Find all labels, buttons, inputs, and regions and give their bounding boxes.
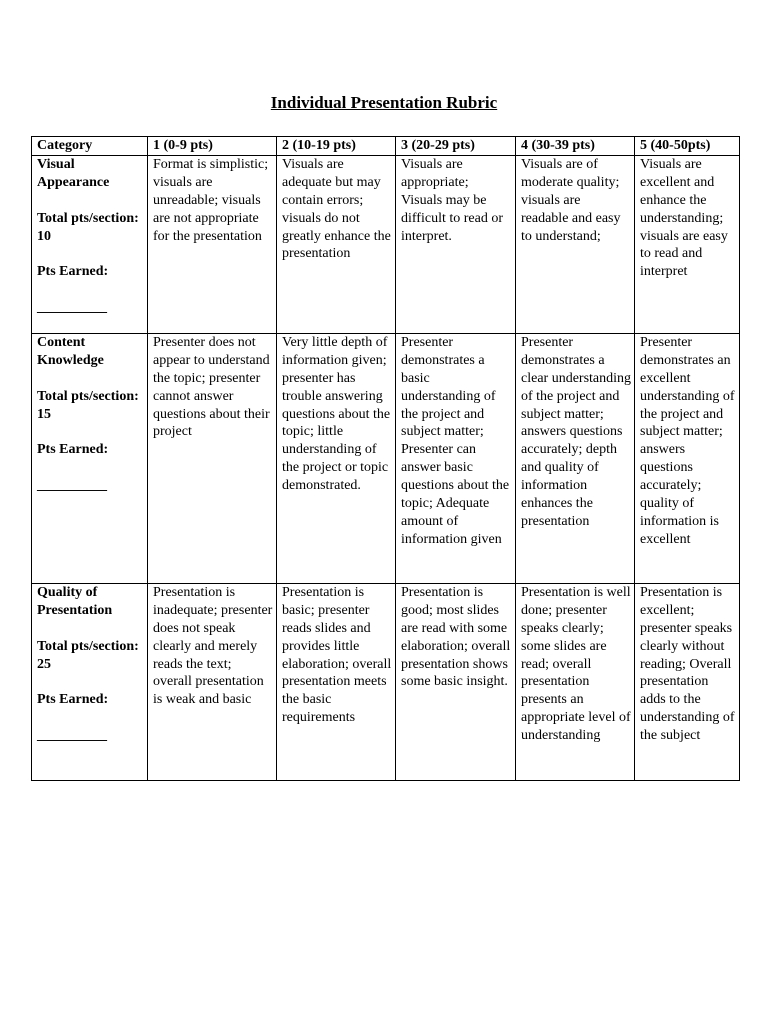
category-total: Total pts/section: 25 (37, 638, 139, 672)
rubric-cell-level-1: Format is simplistic; visuals are unreadable; visuals are not appropriate for the presentation (148, 155, 277, 333)
header-level-5: 5 (40-50pts) (635, 137, 740, 156)
header-level-1: 1 (0-9 pts) (148, 137, 277, 156)
table-row (32, 155, 740, 333)
category-cell (32, 583, 148, 780)
header-category: Category (32, 137, 148, 156)
header-level-4: 4 (30-39 pts) (516, 137, 635, 156)
rubric-cell-level-2: Visuals are adequate but may contain errors; visuals do not greatly enhance the presentation (277, 155, 396, 333)
points-earned-label: Pts Earned: (37, 442, 109, 458)
header-row (32, 137, 740, 156)
rubric-cell-level-4: Presenter demonstrates a clear understanding of the project and subject matter; answers questions accurately; depth and quality of information enhances the presentation (516, 333, 635, 583)
rubric-cell-level-1: Presentation is inadequate; presenter does not speak clearly and merely reads the text; overall presentation is weak and basic (148, 583, 277, 780)
points-earned-blank: __________ (37, 300, 107, 316)
category-name: Visual Appearance (37, 156, 110, 190)
rubric-cell-level-2: Presentation is basic; presenter reads slides and provides little elaboration; overall presentation meets the basic requirements (277, 583, 396, 780)
points-earned-blank: __________ (37, 478, 107, 494)
category-total: Total pts/section: 15 (37, 388, 139, 422)
rubric-cell-level-3: Presenter demonstrates a basic understanding of the project and subject matter; Presenter can answer basic questions about the topic; Adequate amount of information given (396, 333, 516, 583)
rubric-cell-level-3: Visuals are appropriate; Visuals may be difficult to read or interpret. (396, 155, 516, 333)
points-earned-blank: __________ (37, 728, 107, 744)
rubric-cell-level-4: Visuals are of moderate quality; visuals are readable and easy to understand; (516, 155, 635, 333)
rubric-cell-level-5: Presentation is excellent; presenter speaks clearly without reading; Overall presentation adds to the understanding of the subject (635, 583, 740, 780)
table-row (32, 333, 740, 583)
rubric-cell-level-2: Very little depth of information given; presenter has trouble answering questions about the topic; little understanding of the project or topic demonstrated. (277, 333, 396, 583)
rubric-cell-level-5: Presenter demonstrates an excellent understanding of the project and subject matter; answers questions accurately; quality of information is excellent (635, 333, 740, 583)
header-level-2: 2 (10-19 pts) (277, 137, 396, 156)
category-name: Quality of Presentation (37, 584, 113, 618)
rubric-table (31, 136, 740, 781)
document-title: Individual Presentation Rubric (270, 93, 498, 112)
category-cell (32, 155, 148, 333)
category-total: Total pts/section: 10 (37, 210, 139, 244)
rubric-cell-level-1: Presenter does not appear to understand the topic; presenter cannot answer questions about their project (148, 333, 277, 583)
points-earned-label: Pts Earned: (37, 264, 109, 280)
category-cell (32, 333, 148, 583)
rubric-cell-level-3: Presentation is good; most slides are read with some elaboration; overall presentation shows some basic insight. (396, 583, 516, 780)
header-level-3: 3 (20-29 pts) (396, 137, 516, 156)
table-row (32, 583, 740, 780)
category-name: Content Knowledge (37, 334, 104, 368)
rubric-cell-level-5: Visuals are excellent and enhance the understanding; visuals are easy to read and interpret (635, 155, 740, 333)
points-earned-label: Pts Earned: (37, 692, 109, 708)
rubric-cell-level-4: Presentation is well done; presenter speaks clearly; some slides are read; overall presentation presents an appropriate level of understanding (516, 583, 635, 780)
